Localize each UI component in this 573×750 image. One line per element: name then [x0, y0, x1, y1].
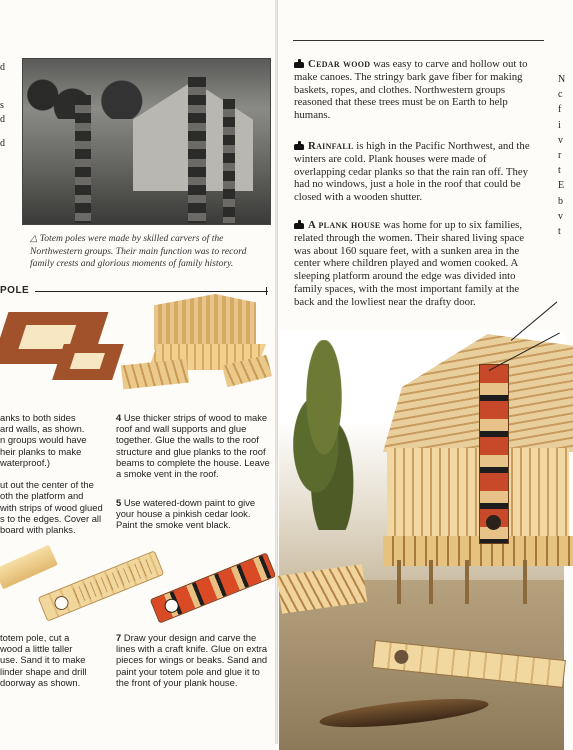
paragraph-rainfall [294, 140, 540, 204]
cut-text-fragment: d [0, 62, 5, 73]
paragraph-lead: Rainfall [308, 140, 354, 152]
pointing-hand-icon [294, 141, 304, 150]
cut-text-fragment: d [0, 114, 5, 125]
section-rule-end [266, 287, 267, 295]
step-5-text [116, 497, 272, 531]
house-frame-model-image [148, 290, 266, 390]
pointing-hand-icon [294, 59, 304, 68]
step-number: 7 [116, 632, 122, 643]
paragraph-plank-house [294, 219, 540, 309]
step-4-text [116, 412, 272, 479]
step-6-text: totem pole, cut a wood a little taller use. Sand it to make linder shape and drill doorway as shown. [0, 632, 87, 688]
paragraph-body: is high in the Pacific Northwest, and the winters are cold. Plank houses were made of overlapping cedar planks so that the rain ran off. They had no windows, just a hole in the roof that could be closed with a wooden shutter. [294, 140, 530, 204]
wood-blank-image [0, 545, 58, 590]
step-number: 4 [116, 412, 122, 423]
top-rule [293, 40, 544, 41]
step-body: Draw your design and carve the lines with a craft knife. Glue on extra pieces for wings or beaks. Sand and paint your totem pole and glue it to the front of your plank house. [116, 632, 268, 688]
section-heading: POLE [0, 285, 35, 296]
step-body: Use thicker strips of wood to make roof and wall supports and glue together. Glue the walls to the roof structure and glue planks to the roof beams to complete the house. Leave a smoke vent in the roof. [116, 412, 270, 480]
photo-caption: △ Totem poles were made by skilled carvers of the Northwestern groups. Their main function was to record family crests and glorious moments of family history. [30, 233, 247, 269]
paragraph-body: was home for up to six families, related through the women. Their shared living space was about 160 square feet, with a sunken area in the center where children played and women cooked. A sleeping platform around the edge was divided into family spaces, with the most important family at the back and the lowliest near the drafty door. [294, 219, 525, 308]
card-frame-small-image [52, 344, 124, 380]
step-body: Use watered-down paint to give your house a pinkish cedar look. Paint the smoke vent black. [116, 497, 256, 531]
totem-pole-photo [22, 58, 271, 225]
plank-house-model-photo [279, 330, 564, 744]
step-number: 5 [116, 497, 122, 508]
cut-text-fragment: d [0, 138, 5, 149]
paragraph-cedar-wood [294, 58, 540, 122]
paragraph-body: was easy to carve and hollow out to make canoes. The stringy bark gave fiber for making baskets, ropes, and clothes. Northwestern groups reasoned that these trees must be on Earth to help humans. [294, 58, 528, 122]
paragraph-lead: A plank house [308, 219, 381, 231]
pointing-hand-icon [294, 220, 304, 229]
carved-pole-image [38, 550, 165, 621]
painted-pole-image [150, 552, 277, 623]
book-gutter [275, 0, 278, 744]
cut-text-fragment: s [0, 100, 4, 111]
cut-text-fragment: N c f i v r t E b v t [558, 74, 566, 238]
step-3-text: anks to both sides ard walls, as shown. n groups would have heir planks to make waterproof.) ut out the center of the oth the platform and with strips of wood glued s to the edges. Cover all board with planks. [0, 412, 103, 536]
paragraph-lead: Cedar wood [308, 58, 371, 70]
step-7-text [116, 632, 272, 688]
